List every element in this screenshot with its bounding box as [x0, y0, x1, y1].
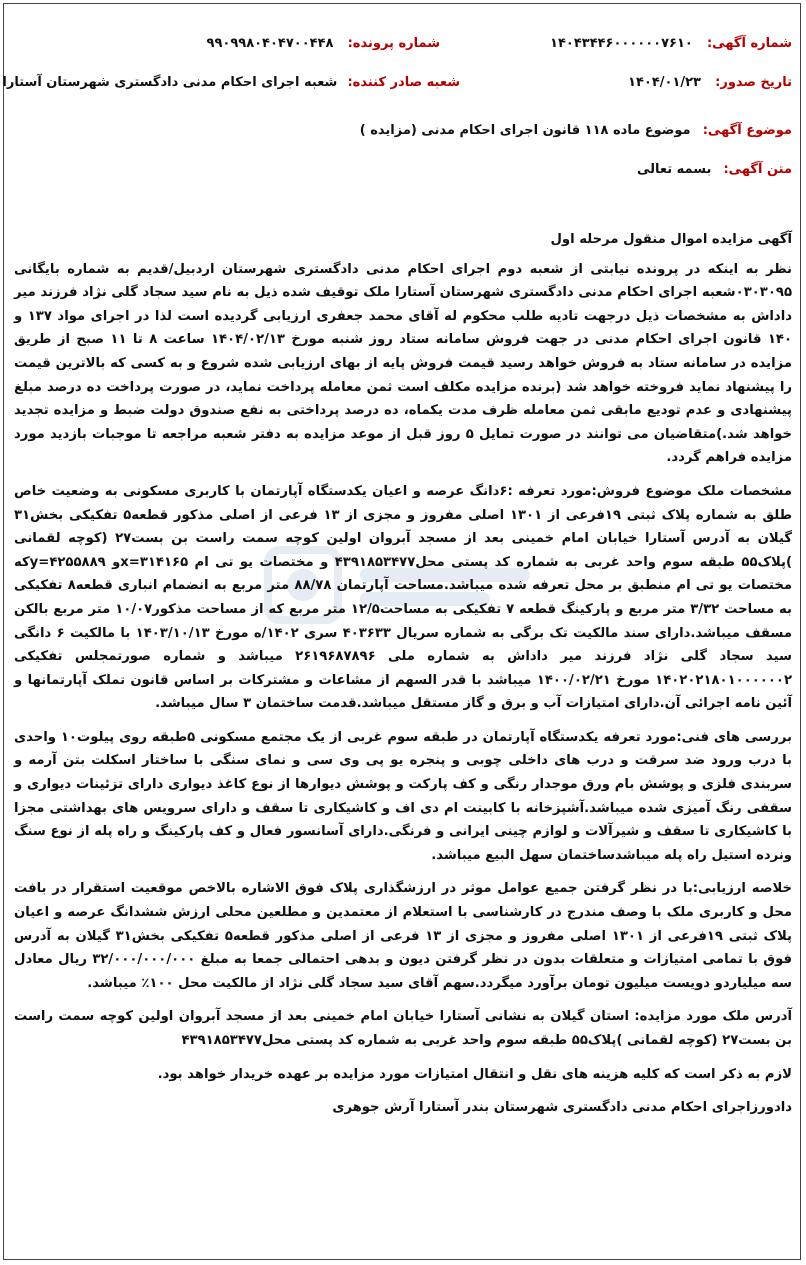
issue-date-value: ۱۴۰۴/۰۱/۲۳: [628, 75, 701, 90]
notice-subject: [360, 123, 792, 138]
issuing-branch: [2, 75, 460, 90]
costs-note-paragraph: لازم به ذکر است که کلیه هزینه های نقل و انتقال امتیازات مورد مزایده بر عهده خریدار خواهد بود.: [157, 1066, 792, 1082]
case-number-label: شماره پرونده:: [347, 36, 440, 51]
valuation-summary-paragraph: خلاصه ارزیابی:با در نظر گرفتن جمیع عوامل موثر در ارزشگذاری پلاک فوق الاشاره بالاخص موقعیت استقرار در بافت محل و کاربری ملک با وصف مندرج در کارشناسی با استعلام از معتمدین و مطلعین محلی ارزش ششدانگ عرصه و اعیان پلاک ثبتی ۱۹فرعی از ۱۳۰۱ اصلی مفروز و مجزی از ۱۳ فرعی از اصلی مذکور قطعه۵ تفکیکی بخش۳۱ گیلان به آدرس فوق با تمامی امتیازات و متعلقات بدون در نظر گرفتن دیون و بدهی احتمالی جمعا به مبلغ ۳۲/۰۰۰/۰۰۰/۰۰۰ ریال معادل سه میلیاردو دویست میلیون تومان برآورد میگردد.سهم آقای سید سجاد گلی نژاد از مالکیت محل ۱۰۰٪ میباشد.: [14, 881, 793, 991]
issuing-branch-value: شعبه اجرای احکام مدنی دادگستری شهرستان آستارا: [2, 75, 338, 90]
property-specs-paragraph: مشخصات ملک موضوع فروش:مورد تعرفه :۶دانگ عرصه و اعیان یکدستگاه آپارتمان با کاربری مسکونی به وضعیت خاص طلق به شماره پلاک ثبتی ۱۹فرعی از ۱۳۰۱ اصلی مفروز و مجزی از ۱۳ فرعی از اصلی مذکور قطعه۵ تفکیکی بخش۳۱ گیلان به آدرس آستارا خیابان امام خمینی بعد از مسجد آبروان اولین کوچه سمت راست بن بست۲۷ (کوچه لقمانی )پلاک۵۵ طبقه سوم واحد غربی به شماره کد پستی محل۴۳۹۱۸۵۳۴۷۷ و مختصات یو تی ام x=۳۱۴۱۶۵و y=۴۲۵۵۸۸۹که مختصات یو تی ام منطبق بر محل تعرفه شده میباشد.مساحت آپارتمان ۸۸/۷۸ متر مربع به انضمام انباری قطعه۸ تفکیکی به مساحت ۳/۳۲ متر مربع و پارکینگ قطعه ۷ تفکیکی به مساحت۱۲/۵ متر مربع که از مساحت مذکور۱۰/۰۷ متر مربع بالکن مسقف میباشد.دارای سند مالکیت تک برگی به شماره سریال ۴۰۳۶۳۳ سری ۱۴۰۲/ه مورخ ۱۴۰۳/۱۰/۱۳ با مالکیت ۶ دانگی سید سجاد گلی نژاد فرزند میر داداش به شماره ملی ۲۶۱۹۶۸۷۸۹۶ میباشد و شماره صورتمجلس تفکیکی ۱۴۰۲۰۲۱۸۰۱۰۰۰۰۰۰۲ مورخ ۱۴۰۰/۰۲/۲۱ میباشد با قدر السهم از مشاعات و مشترکات بر اساس قانون تملک آپارتمانها و آئین نامه اجرائی آن.دارای امتیازات آب و برق و گاز مستقل میباشد.قدمت ساختمان ۳ سال میباشد.: [14, 483, 793, 712]
case-number: [207, 36, 440, 51]
notice-number-label: شماره آگهی:: [706, 36, 792, 51]
case-number-value: ۹۹۰۹۹۸۰۴۰۴۷۰۰۴۴۸: [206, 36, 334, 51]
issue-date: [628, 75, 792, 90]
signature-line: دادورزاجرای احکام مدنی دادگستری شهرستان بندر آستارا آرش جوهری: [332, 1100, 792, 1116]
notice-subject-value: موضوع ماده ۱۱۸ قانون اجرای احکام مدنی (مزایده ): [359, 123, 691, 138]
issue-date-label: تاریخ صدور:: [715, 75, 792, 90]
notice-text-start: بسمه تعالی: [636, 162, 712, 177]
notice-number: [550, 36, 792, 51]
auction-intro-paragraph: نظر به اینکه در پرونده نیابتی از شعبه دوم اجرای احکام مدنی دادگستری شهرستان اردبیل/قدیم به شماره بایگانی ۰۳۰۳۰۹۵شعبه اجرای احکام مدنی دادگستری شهرستان آستارا ملک توقیف شده ذیل به نام سید سجاد گلی نژاد فرزند میر داداش به مشخصات ذیل درجهت تادیه طلب محکوم له آقای محمد جعفری ارزیابی گردیده است لذا در اجرای مواد ۱۳۷ و ۱۴۰ قانون اجرای احکام مدنی در جهت فروش سامانه ستاد روز شنبه مورخ ۱۴۰۴/۰۲/۱۳ ساعت ۸ تا ۱۱ صبح از طریق مزایده در سامانه ستاد به فروش خواهد رسید قیمت فروش پایه از بهای ارزیابی شده شروع و به کسی که بالاترین قیمت را پیشنهاد نماید فروخته خواهد شد (برنده مزایده مکلف است ثمن معامله پرداخت نماید، در صورت پرداخت ده درصد مبلغ پیشنهادی و عدم تودیع مابقی ثمن معامله ظرف مدت یکماه، ده درصد پرداختی به نفع صندوق دولت ضبط و مزایده تجدید خواهد شد.)متقاضیان می توانند در صورت تمایل ۵ روز قبل از موعد مزایده به دفتر شعبه مراجعه تا موجبات بازدید مورد مزایده فراهم گردد.: [14, 261, 793, 466]
notice-number-value: ۱۴۰۴۳۴۴۶۰۰۰۰۰۰۷۶۱۰: [550, 36, 693, 51]
notice-text-label: متن آگهی:: [723, 162, 792, 177]
notice-text-header: [637, 162, 792, 177]
notice-subject-label: موضوع آگهی:: [702, 123, 792, 138]
technical-review-paragraph: بررسی های فنی:مورد تعرفه یکدستگاه آپارتمان در طبقه سوم غربی از یک مجتمع مسکونی ۵طبقه روی پیلوت۱۰ واحدی با درب ورود ضد سرقت و درب های داخلی چوبی و پنجره یو پی وی سی و نمای سنگی با ساختار اسکلت بتن آرمه و سربندی فلزی و پوشش بام ورق موجدار رنگی و کف پارکت و پوشش دیوارها از نوع کاغذ دیواری دارای تزئینات دیواری و سقفی رنگ آمیزی شده میباشد.آشپزخانه با کابینت ام دی اف و کاشیکاری تا سقف و دارای سرویس های بهداشتی مجزا با کاشیکاری تا سقف و شیرآلات و لوازم چینی ایرانی و فرنگی.دارای آسانسور فعال و کف پارکینگ و راه پله از نوع سنگ ونرده استیل راه پله میباشدساختمان سهل البیع میباشد.: [14, 729, 792, 863]
issuing-branch-label: شعبه صادر کننده:: [347, 75, 460, 90]
notice-body: [14, 228, 792, 1130]
property-address-paragraph: آدرس ملک مورد مزایده: استان گیلان به نشانی آستارا خیابان امام خمینی بعد از مسجد آبروان اولین کوچه سمت راست بن بست۲۷ (کوچه لقمانی )پلاک۵۵ طبقه سوم واحد غربی به شماره کد پستی محل۴۳۹۱۸۵۳۴۷۷: [14, 1009, 792, 1048]
notice-title: آگهی مزایده اموال منقول مرحله اول: [550, 232, 792, 247]
